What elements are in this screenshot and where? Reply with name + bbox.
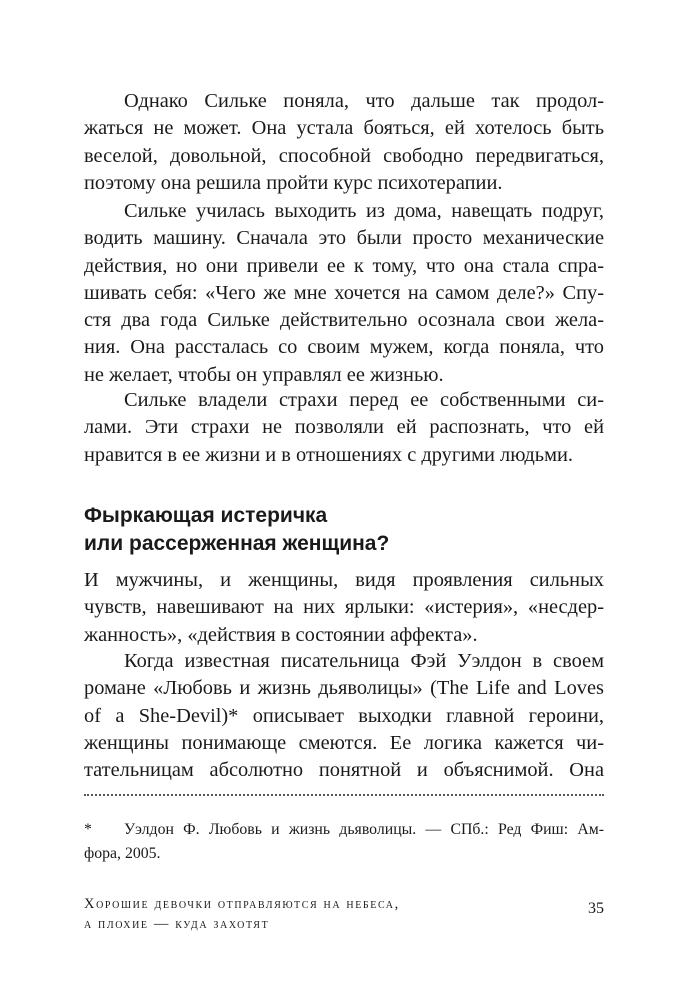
paragraph-line: Сильке училась выходить из дома, навещать подруг,	[124, 200, 604, 222]
paragraph-line: жаться не может. Она устала бояться, ей хотелось быть	[84, 117, 604, 140]
paragraph-line: действия, но они привели ее к тому, что она стала спра-	[84, 254, 604, 277]
section-heading-line-2: или рассерженная женщина?	[84, 532, 390, 555]
paragraph-2	[84, 198, 604, 389]
paragraph-line: тательницам абсолютно понятной и объяснимой. Она	[84, 759, 604, 782]
section-heading-line-1: Фыркающая истеричка	[84, 504, 328, 527]
paragraph-line: нравится в ее жизни и в отношениях с другими людьми.	[84, 443, 574, 466]
paragraph-line: Когда известная писательница Фэй Уэлдон в своем	[124, 650, 604, 672]
paragraph-line: романе «Любовь и жизнь дьяволицы» (The Life and Loves	[84, 677, 604, 700]
footnote-marker: *	[84, 821, 92, 838]
footnote-line-1	[84, 818, 604, 842]
running-title	[84, 894, 400, 934]
paragraph-line: Однако Сильке поняла, что дальше так продол-	[124, 90, 604, 112]
paragraph-1	[84, 88, 604, 197]
paragraph-line: чувств, навешивают на них ярлыки: «истерия», «несдер-	[84, 596, 604, 619]
paragraph-5	[84, 648, 604, 784]
paragraph-line: Сильке владели страхи перед ее собственными си-	[124, 389, 604, 411]
paragraph-line: стя два года Сильке действительно осознала свои жела-	[84, 309, 604, 332]
footnote-line-2: фора, 2005.	[84, 845, 161, 862]
running-title-line-2: а плохие — куда захотят	[84, 916, 270, 932]
page-number: 35	[588, 900, 604, 917]
footnote-text-1: Уэлдон Ф. Любовь и жизнь дьяволицы. — СПб.: Ред Фиш: Ам-	[124, 821, 604, 838]
running-title-line-1: Хорошие девочки отправляются на небеса,	[84, 896, 400, 912]
section-heading	[84, 502, 604, 558]
paragraph-line: шивать себя: «Чего же мне хочется на самом деле?» Спу-	[84, 281, 604, 304]
footnote-separator	[84, 794, 604, 796]
paragraph-line: не желает, чтобы он управлял ее жизнью.	[84, 363, 444, 386]
footnote	[84, 818, 604, 866]
paragraph-3	[84, 387, 604, 469]
paragraph-line: ния. Она рассталась со своим мужем, когда поняла, что	[84, 336, 604, 359]
paragraph-4	[84, 567, 604, 649]
paragraph-line: лами. Эти страхи не позволяли ей распознать, что ей	[84, 416, 604, 439]
paragraph-line: of a She-Devil)* описывает выходки главной героини,	[84, 704, 604, 727]
paragraph-line: веселой, довольной, способной свободно передвигаться,	[84, 144, 604, 167]
paragraph-line: И мужчины, и женщины, видя проявления сильных	[84, 569, 604, 591]
paragraph-line: жанность», «действия в состоянии аффекта».	[84, 623, 478, 646]
paragraph-line: женщины понимающе смеются. Ее логика кажется чи-	[84, 731, 604, 754]
paragraph-line: водить машину. Сначала это были просто механические	[84, 227, 604, 250]
paragraph-line: поэтому она решила пройти курс психотерапии.	[84, 171, 503, 194]
